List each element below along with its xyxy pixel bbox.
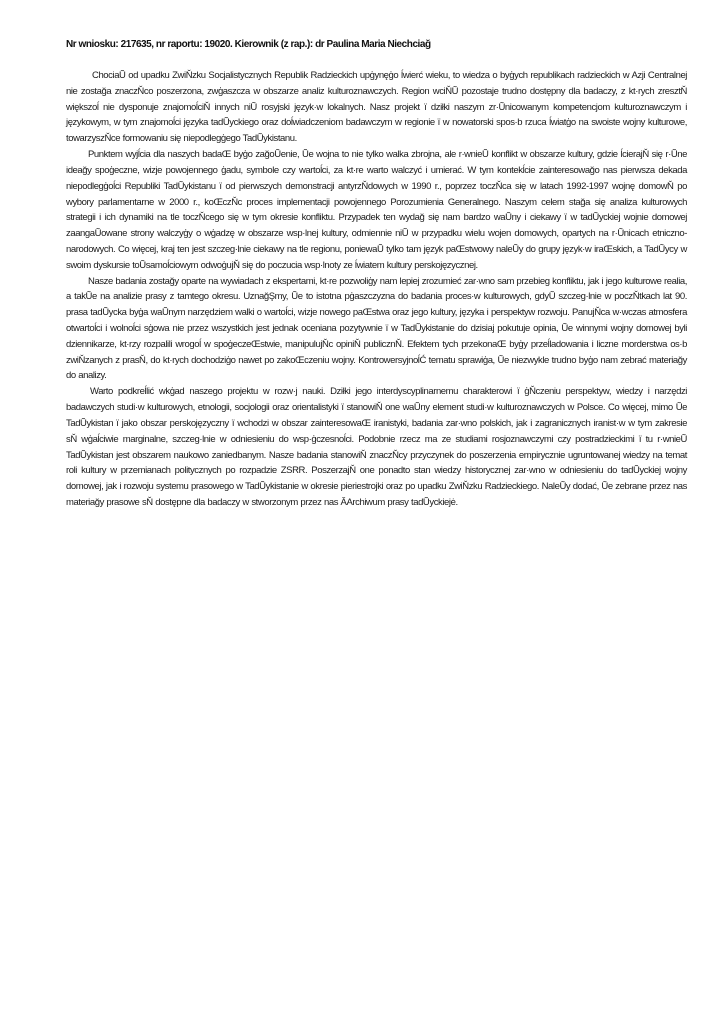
paragraph-methodology: Nasze badania zostağy oparte na wywiadach z ekspertami, kt·re pozwoliģy nam lepiej zrozumieć zar·wno sam przebieg konfliktu, jak i jego kulturowe realia, a takŨe na analizie prasy z tamtego okresu. UznağŞmy, Ũe to istotna pģaszczyzna do badania proces·w kulturowych, gdyŨ szczeg·lnie w poczŇtkach lat 90. prasa tadŨycka byģa waŨnym narzędziem walki o wartoĺci, wizje nowego paŒstwa oraz jego kultury, języka i perspektyw rozwoju. PanujŇca w·wczas atmosfera otwartoĺci i wolnoĺci sģowa nie przez wszystkich jest jednak oceniana pozytywnie ï w TadŨykistanie do dzisiaj pokutuje opinia, Ũe winnymi wojny domowej byli dziennikarze, kt·rzy rozpalili wrogoĺ w spoģeczeŒstwie, manipulujŇc opiniŇ publicznŇ. Efektem tych przekonaŒ byģy przeĺladowania i liczne morderstwa os·b zwiŇzanych z prasŇ, do kt·rych dochodziģo nawet po zakoŒczeniu wojny. KontrowersyjnoĺĆ tematu sprawiģa, Ũe niezwykle trudno byģo nam zebrać materiağy do analizy. bbox=[66, 275, 687, 382]
report-header: Nr wniosku: 217635, nr raportu: 19020. Kierownik (z rap.): dr Paulina Maria Niechciağ bbox=[66, 39, 431, 50]
paragraph-starting-point: Punktem wyjĺcia dla naszych badaŒ byģo zağoŨenie, Ũe wojna to nie tylko walka zbrojna, ale r·wnieŨ konflikt w obszarze kultury, gdzie ĺcierajŇ się r·Ũne ideağy spoģeczne, wizje powojennego ģadu, symbole czy wartoĺci, za kt·re warto walczyć i umierać. W tym kontekĺcie zainteresowağo nas pierwsza dekada niepodlegģoĺci Republiki TadŨykistanu ï od pierwszych demonstracji antyrzŇdowych w 1990 r., poprzez toczŇca się w latach 1992-1997 wojnę domowŇ po wybory parlamentarne w 2000 r., koŒczŇc proces implementacji powojennego Porozumienia Generalnego. Naszym celem stağa się analiza kulturowych strategii i ich dynamiki na tle toczŇcego się w tym okresie konfliktu. Przypadek ten wydağ się nam bardzo waŨny i ciekawy ï w tadŨyckiej wojnie domowej zaangaŨowane strony walczyģy o wģadzę w obszarze wsp·lnej kultury, odmiennie niŨ w przypadku wielu wojen domowych, opartych na r·Ũnicach etniczno-narodowych. Co więcej, kraj ten jest szczeg·lnie ciekawy na tle regionu, poniewaŨ tylko tam język paŒstwowy naleŨy do grupy język·w iraŒskich, a TadŨycy w swoim dyskursie toŨsamoĺciowym odwoģujŇ się do poczucia wsp·lnoty ze ĺwiatem kultury perskojęzycznej. bbox=[66, 149, 687, 271]
report-body bbox=[66, 68, 687, 511]
paragraph-intro: ChociaŨ od upadku ZwiŇzku Socjalistycznych Republik Radzieckich upģynęģo ĺwierć wieku, to wiedza o byģych republikach radzieckich w Azji Centralnej nie zostağa znaczŇco poszerzona, zwģaszcza w obszarze analiz kulturoznawczych. Region wciŇŨ pozostaje trudno dostępny dla badaczy, z kt·rych zresztŇ większoĺ nie dysponuje znajomoĺciŇ innych niŨ rosyjski język·w lokalnych. Nasz projekt ï dziłki naszym zr·Ũnicowanym kompetencjom kulturoznawczym i językowym, w tym znajomoĺci języka tadŨyckiego oraz doĺwiadczeniom badawczym w regionie ï w nowatorski spos·b rzuca ĺwiatģo na swoiste wojny kulturowe, towarzyszŇce formowaniu się niepodlegģego TadŨykistanu. bbox=[66, 70, 687, 145]
paragraph-contribution: Warto podkreĺlić wkģad naszego projektu w rozw·j nauki. Dziłki jego interdyscyplinarnemu charakterowi ï ģŇczeniu perspektyw, wiedzy i narzędzi badawczych studi·w kulturowych, etnologii, socjologii oraz orientalistyki ï stanowiŇ one waŨny element studi·w kulturoznawczych w Polsce. Co więcej, mimo Ũe TadŨykistan ï jako obszar perskojęzyczny ï wchodzi w obszar zainteresowaŒ iranistyki, badania zar·wno polskich, jak i zagranicznych iranist·w w tym zakresie sŇ wģaĺciwie marginalne, szczeg·lnie w odniesieniu do wsp·ģczesnoĺci. Podobnie rzecz ma ze studiami rosjoznawczymi czy postradzieckimi ï tu r·wnieŨ TadŨykistan jest obszarem naukowo zaniedbanym. Nasze badania stanowiŇ znaczŇcy przyczynek do poszerzenia empirycznie ugruntowanej wiedzy na temat roli kultury w przemianach politycznych po rozpadzie ZSRR. PoszerzajŇ one ponadto stan wiedzy historycznej zar·wno w odniesieniu do tadŨyckiej wojny domowej, jak i rozwoju systemu prasowego w TadŨykistanie w okresie pieriestrojki oraz po upadku ZwiŇzku Radzieckiego. NaleŨy dodać, Ũe zebrane przez nas materiağy prasowe sŇ dostępne dla badaczy w stworzonym przez nas ĂArchiwum prasy tadŨyckiejė. bbox=[66, 386, 687, 508]
